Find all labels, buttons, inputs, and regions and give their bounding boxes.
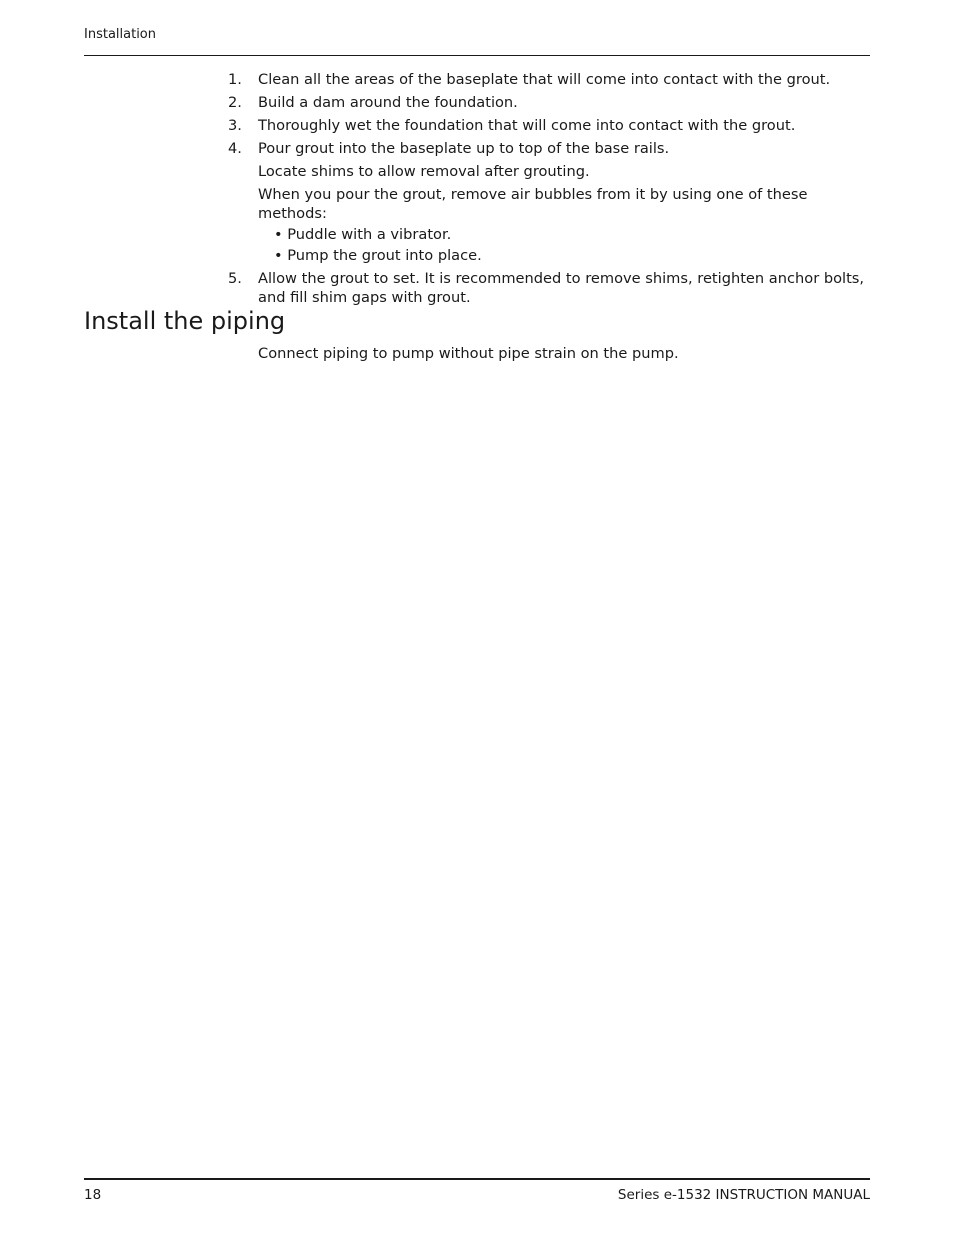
running-header: Installation — [84, 27, 157, 42]
step-number: 5. — [228, 270, 242, 287]
step-item — [228, 139, 870, 265]
step-text: Clean all the areas of the baseplate that will come into contact with the grout. — [258, 71, 831, 88]
step-item — [228, 93, 870, 112]
footer-divider — [84, 1178, 870, 1180]
step-text: Thoroughly wet the foundation that will come into contact with the grout. — [258, 117, 796, 134]
page-number: 18 — [84, 1187, 102, 1203]
section-heading: Install the piping — [84, 307, 286, 335]
step-number: 4. — [228, 140, 242, 157]
step-note: Locate shims to allow removal after grouting. — [258, 163, 590, 180]
step-item — [228, 269, 870, 307]
step-text: Allow the grout to set. It is recommended to remove shims, retighten anchor bolts, and fill shim gaps with grout. — [258, 270, 865, 306]
step-item — [228, 116, 870, 135]
bullet-item: • Puddle with a vibrator. — [274, 226, 452, 243]
header-divider — [84, 55, 870, 56]
step-number: 2. — [228, 94, 242, 111]
bullet-item: • Pump the grout into place. — [274, 247, 482, 264]
step-item — [228, 70, 870, 89]
section-body-text: Connect piping to pump without pipe strain on the pump. — [258, 345, 679, 362]
step-text: Pour grout into the baseplate up to top of the base rails. — [258, 140, 670, 157]
step-text: Build a dam around the foundation. — [258, 94, 518, 111]
step-note: When you pour the grout, remove air bubbles from it by using one of these methods: — [258, 186, 808, 222]
step-number: 1. — [228, 71, 242, 88]
manual-title: Series e-1532 INSTRUCTION MANUAL — [617, 1187, 870, 1203]
grouting-steps-list — [228, 70, 870, 311]
step-number: 3. — [228, 117, 242, 134]
